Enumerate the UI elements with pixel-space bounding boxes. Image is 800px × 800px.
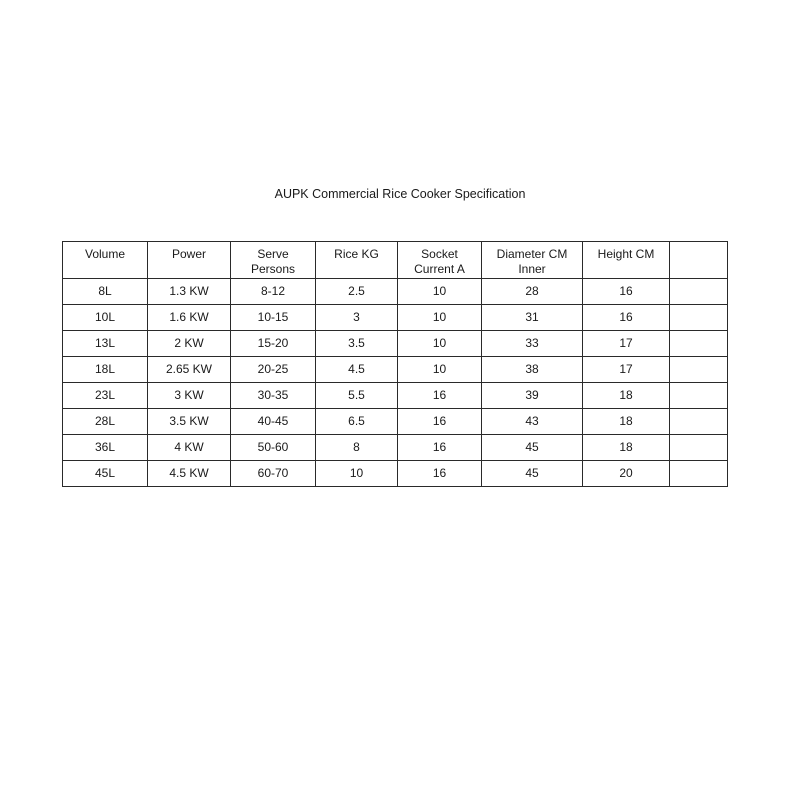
table-row	[63, 357, 728, 383]
cell-power: 1.3 KW	[148, 279, 231, 305]
cell-power: 2 KW	[148, 331, 231, 357]
cell-volume: 28L	[63, 409, 148, 435]
cell-volume: 10L	[63, 305, 148, 331]
cell-diameter: 31	[482, 305, 583, 331]
header-rice-kg-line1: Rice KG	[334, 247, 379, 261]
specification-table	[62, 241, 728, 487]
header-row	[63, 242, 728, 279]
cell-power: 1.6 KW	[148, 305, 231, 331]
cell-rice-kg: 2.5	[316, 279, 398, 305]
cell-height: 18	[583, 383, 670, 409]
table-row	[63, 461, 728, 487]
cell-diameter: 38	[482, 357, 583, 383]
cell-socket-current: 10	[398, 331, 482, 357]
cell-volume: 18L	[63, 357, 148, 383]
cell-empty	[670, 409, 728, 435]
cell-socket-current: 16	[398, 409, 482, 435]
header-diameter-inner	[482, 242, 583, 279]
cell-volume: 36L	[63, 435, 148, 461]
cell-volume: 8L	[63, 279, 148, 305]
cell-socket-current: 10	[398, 357, 482, 383]
cell-empty	[670, 331, 728, 357]
table-row	[63, 383, 728, 409]
cell-rice-kg: 3	[316, 305, 398, 331]
cell-serve-persons: 30-35	[231, 383, 316, 409]
cell-height: 20	[583, 461, 670, 487]
cell-diameter: 39	[482, 383, 583, 409]
cell-diameter: 43	[482, 409, 583, 435]
cell-height: 18	[583, 435, 670, 461]
header-height-line1: Height CM	[597, 247, 655, 261]
cell-power: 3 KW	[148, 383, 231, 409]
cell-height: 16	[583, 279, 670, 305]
table-row	[63, 435, 728, 461]
cell-socket-current: 16	[398, 383, 482, 409]
cell-rice-kg: 4.5	[316, 357, 398, 383]
cell-height: 18	[583, 409, 670, 435]
cell-rice-kg: 3.5	[316, 331, 398, 357]
cell-diameter: 45	[482, 461, 583, 487]
table-row	[63, 331, 728, 357]
header-socket-current	[398, 242, 482, 279]
table-row	[63, 305, 728, 331]
header-socket-current-line1: Socket	[421, 247, 458, 261]
table-row	[63, 409, 728, 435]
header-serve-persons-line1: Serve	[257, 247, 289, 261]
cell-power: 4.5 KW	[148, 461, 231, 487]
header-power	[148, 242, 231, 279]
cell-rice-kg: 5.5	[316, 383, 398, 409]
cell-volume: 23L	[63, 383, 148, 409]
cell-empty	[670, 357, 728, 383]
cell-serve-persons: 60-70	[231, 461, 316, 487]
header-diameter-inner-line1: Diameter CM	[496, 247, 568, 261]
cell-empty	[670, 279, 728, 305]
cell-rice-kg: 6.5	[316, 409, 398, 435]
cell-height: 17	[583, 357, 670, 383]
cell-diameter: 28	[482, 279, 583, 305]
header-serve-persons	[231, 242, 316, 279]
header-rice-kg	[316, 242, 398, 279]
header-volume	[63, 242, 148, 279]
cell-power: 3.5 KW	[148, 409, 231, 435]
cell-diameter: 45	[482, 435, 583, 461]
cell-socket-current: 10	[398, 279, 482, 305]
cell-power: 4 KW	[148, 435, 231, 461]
cell-height: 16	[583, 305, 670, 331]
cell-height: 17	[583, 331, 670, 357]
table-row	[63, 279, 728, 305]
cell-diameter: 33	[482, 331, 583, 357]
header-diameter-inner-line2: Inner	[518, 262, 546, 276]
cell-socket-current: 16	[398, 461, 482, 487]
cell-serve-persons: 40-45	[231, 409, 316, 435]
cell-serve-persons: 20-25	[231, 357, 316, 383]
header-power-line1: Power	[171, 247, 206, 261]
cell-volume: 13L	[63, 331, 148, 357]
cell-serve-persons: 50-60	[231, 435, 316, 461]
table-header	[63, 242, 728, 279]
header-height	[583, 242, 670, 279]
cell-power: 2.65 KW	[148, 357, 231, 383]
cell-rice-kg: 10	[316, 461, 398, 487]
document-title: AUPK Commercial Rice Cooker Specification	[274, 187, 526, 201]
cell-socket-current: 16	[398, 435, 482, 461]
header-volume-line1: Volume	[84, 247, 126, 261]
header-socket-current-line2: Current A	[414, 262, 465, 276]
header-serve-persons-line2: Persons	[250, 262, 296, 276]
cell-empty	[670, 383, 728, 409]
cell-empty	[670, 305, 728, 331]
cell-socket-current: 10	[398, 305, 482, 331]
cell-empty	[670, 461, 728, 487]
cell-volume: 45L	[63, 461, 148, 487]
table-body	[63, 279, 728, 487]
cell-empty	[670, 435, 728, 461]
cell-serve-persons: 8-12	[231, 279, 316, 305]
cell-serve-persons: 10-15	[231, 305, 316, 331]
header-empty	[670, 242, 728, 279]
cell-serve-persons: 15-20	[231, 331, 316, 357]
cell-rice-kg: 8	[316, 435, 398, 461]
